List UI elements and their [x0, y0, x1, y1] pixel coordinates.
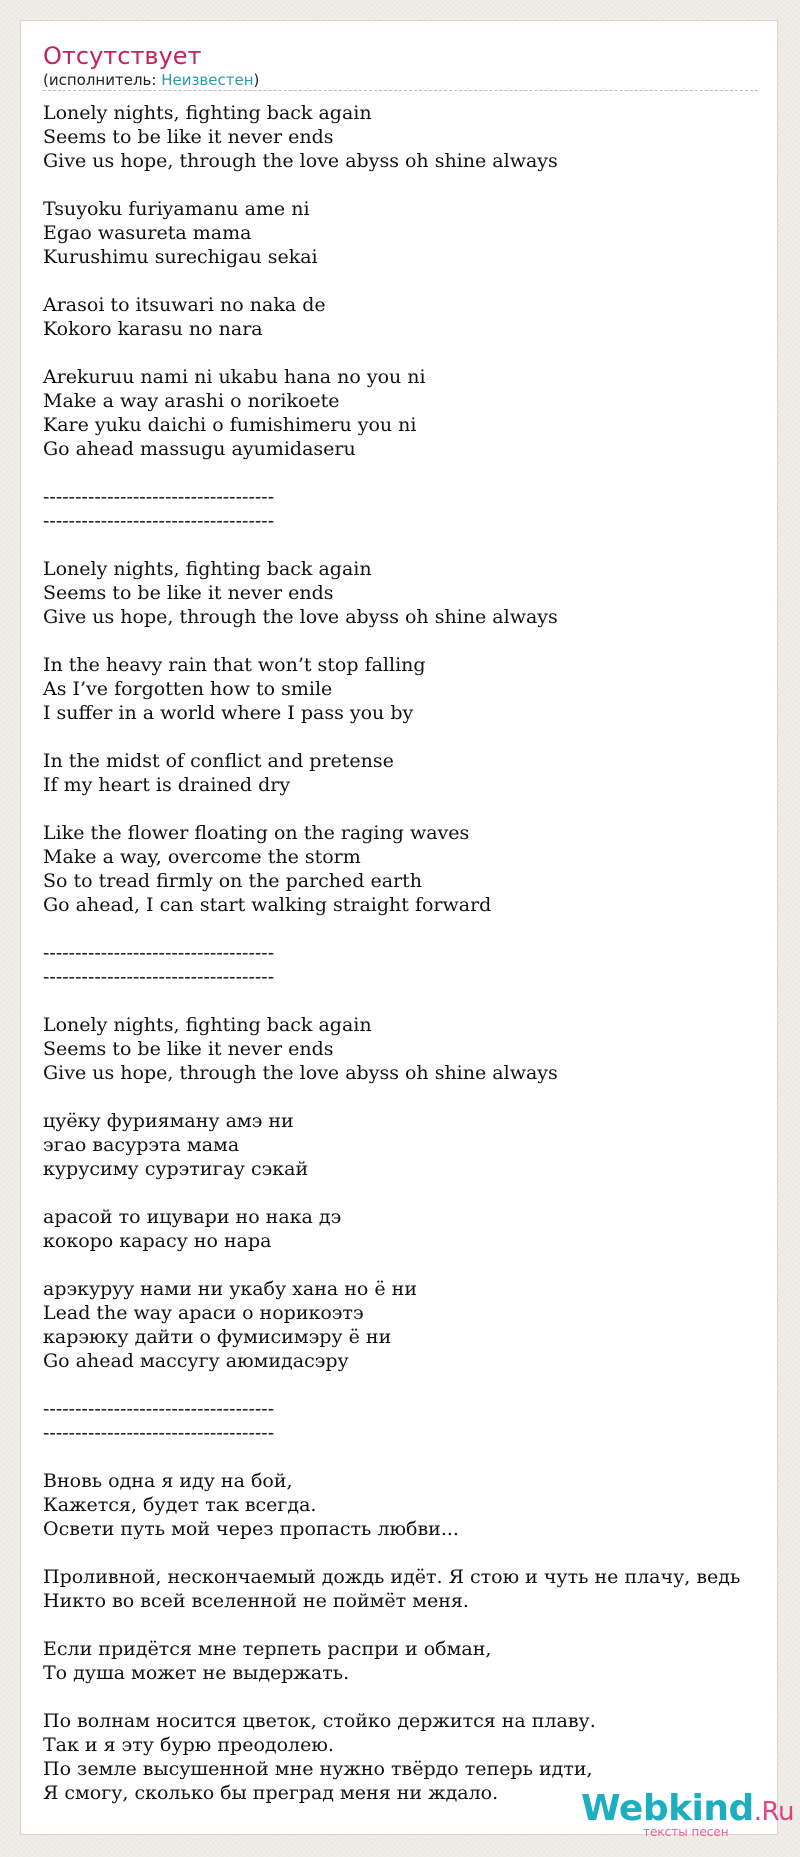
lyric-line: Освети путь мой через пропасть любви... [43, 1518, 459, 1540]
lyric-line: Kokoro karasu no nara [43, 318, 263, 340]
stanza-gap [43, 269, 778, 293]
lyric-line: Lonely nights, fighting back again [43, 102, 372, 124]
stanza-gap [43, 797, 778, 821]
lyric-line: карэюку дайти о фумисимэру ё ни [43, 1326, 392, 1348]
lyric-line: По волнам носится цветок, стойко держится на плаву. [43, 1710, 596, 1732]
lyric-line: Arasoi to itsuwari no naka de [43, 294, 326, 316]
lyric-line: ------------------------------------ [43, 486, 275, 508]
song-title: Отсутствует [43, 42, 202, 70]
lyric-line: Lonely nights, fighting back again [43, 558, 372, 580]
lyric-line: Lead the way араси о норикоэтэ [43, 1302, 364, 1324]
logo-tagline: тексты песен [643, 1825, 729, 1839]
logo-brand: Webkind [581, 1788, 754, 1829]
lyric-line: Seems to be like it never ends [43, 126, 334, 148]
lyric-line: In the midst of conflict and pretense [43, 750, 394, 772]
lyric-line: Egao wasureta mama [43, 222, 252, 244]
lyric-line: эгао васурэта мама [43, 1134, 240, 1156]
lyric-line: Kurushimu surechigau sekai [43, 246, 318, 268]
lyric-line: Go ahead, I can start walking straight forward [43, 894, 492, 916]
artist-prefix: (исполнитель: [43, 71, 162, 89]
lyric-line: Give us hope, through the love abyss oh shine always [43, 150, 558, 172]
lyric-line: Kare yuku daichi o fumishimeru you ni [43, 414, 417, 436]
artist-link[interactable]: Неизвестен [161, 71, 254, 89]
header-divider [43, 90, 758, 91]
stanza-gap [43, 173, 778, 197]
lyric-line: ------------------------------------ [43, 1422, 275, 1444]
stanza-gap [43, 1613, 778, 1637]
lyric-line: Lonely nights, fighting back again [43, 1014, 372, 1036]
lyric-line: Seems to be like it never ends [43, 1038, 334, 1060]
lyric-line: Tsuyoku furiyamanu ame ni [43, 198, 310, 220]
lyric-line: Seems to be like it never ends [43, 582, 334, 604]
artist-suffix: ) [253, 71, 260, 89]
lyric-line: As I’ve forgotten how to smile [43, 678, 333, 700]
stanza-gap [43, 725, 778, 749]
lyric-line: Arekuruu nami ni ukabu hana no you ni [43, 366, 426, 388]
lyric-line: Go ahead массугу аюмидасэру [43, 1350, 349, 1372]
lyric-line: Никто во всей вселенной не поймёт меня. [43, 1590, 469, 1612]
stanza-gap [43, 461, 778, 485]
lyric-line: Give us hope, through the love abyss oh shine always [43, 606, 558, 628]
stanza-gap [43, 1685, 778, 1709]
stanza-gap [43, 989, 778, 1013]
lyrics-text [43, 101, 778, 1805]
stanza-gap [43, 1541, 778, 1565]
lyric-line: цуёку фурияману амэ ни [43, 1110, 294, 1132]
lyric-line: Вновь одна я иду на бой, [43, 1470, 293, 1492]
lyric-line: Проливной, нескончаемый дождь идёт. Я стою и чуть не плачу, ведь [43, 1566, 741, 1588]
lyric-line: Like the flower floating on the raging waves [43, 822, 470, 844]
stanza-gap [43, 1181, 778, 1205]
lyric-line: арасой то ицувари но нака дэ [43, 1206, 342, 1228]
logo-tld: .Ru [753, 1797, 794, 1827]
lyric-line: So to tread firmly on the parched earth [43, 870, 423, 892]
lyric-line: If my heart is drained dry [43, 774, 291, 796]
lyrics-card [20, 20, 778, 1835]
stanza-gap [43, 533, 778, 557]
lyric-line: I suffer in a world where I pass you by [43, 702, 414, 724]
lyric-line: арэкурyу нами ни укабу хана но ё ни [43, 1278, 418, 1300]
lyric-line: Give us hope, through the love abyss oh shine always [43, 1062, 558, 1084]
lyric-line: Кажется, будет так всегда. [43, 1494, 317, 1516]
stanza-gap [43, 341, 778, 365]
stanza-gap [43, 1445, 778, 1469]
stanza-gap [43, 1373, 778, 1397]
lyric-line: По земле высушенной мне нужно твёрдо теперь идти, [43, 1758, 593, 1780]
lyric-line: Если придётся мне терпеть распри и обман, [43, 1638, 492, 1660]
lyric-line: То душа может не выдержать. [43, 1662, 350, 1684]
lyric-line: Make a way arashi o norikoete [43, 390, 340, 412]
lyric-line: In the heavy rain that won’t stop falling [43, 654, 426, 676]
lyric-line: Так и я эту бурю преодолею. [43, 1734, 334, 1756]
lyric-line: Make a way, overcome the storm [43, 846, 361, 868]
stanza-gap [43, 629, 778, 653]
webkind-logo[interactable] [581, 1788, 794, 1839]
lyric-line: ------------------------------------ [43, 966, 275, 988]
lyric-line: кокоро карасу но нара [43, 1230, 272, 1252]
lyric-line: Я смогу, сколько бы преград меня ни ждало. [43, 1782, 499, 1804]
lyric-line: ------------------------------------ [43, 510, 275, 532]
stanza-gap [43, 917, 778, 941]
artist-line [43, 71, 259, 89]
stanza-gap [43, 1253, 778, 1277]
lyric-line: ------------------------------------ [43, 1398, 275, 1420]
lyric-line: ------------------------------------ [43, 942, 275, 964]
lyric-line: курусиму сурэтигау сэкай [43, 1158, 309, 1180]
lyric-line: Go ahead massugu ayumidaseru [43, 438, 356, 460]
stanza-gap [43, 1085, 778, 1109]
